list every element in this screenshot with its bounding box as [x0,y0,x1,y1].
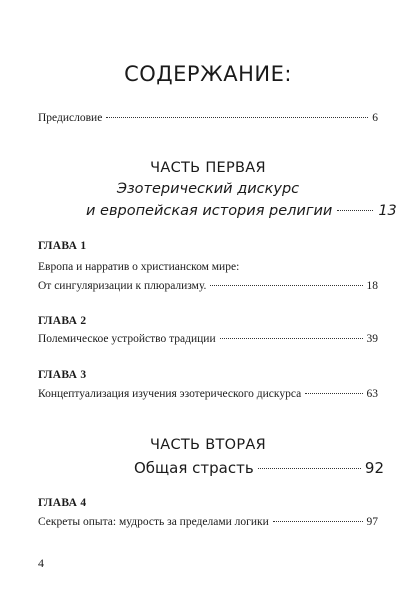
toc-entry-page: 18 [366,280,378,292]
toc-entry-label: Секреты опыта: мудрость за пределами логики [38,516,269,528]
toc-entry-label: От сингуляризации к плюрализму. [38,280,207,292]
dot-leader [220,338,363,339]
toc-entry-page: 6 [372,112,378,124]
toc-entry-chapter4[interactable] [38,516,378,528]
chapter4-heading: ГЛАВА 4 [38,497,87,509]
toc-title: СОДЕРЖАНИЕ: [124,62,292,86]
chapter1-heading: ГЛАВА 1 [38,240,87,252]
chapter3-heading: ГЛАВА 3 [38,369,87,381]
toc-entry-page: 39 [366,333,378,345]
dot-leader [106,117,368,118]
dot-leader [210,285,362,286]
toc-entry-chapter3[interactable] [38,388,378,400]
toc-entry-page: 63 [366,388,378,400]
chapter2-heading: ГЛАВА 2 [38,315,87,327]
dot-leader [305,393,362,394]
toc-entry-chapter2[interactable] [38,333,378,345]
part1-subtitle-line1: Эзотерический дискурс [116,181,300,197]
dot-leader [273,521,363,522]
toc-entry-part2[interactable] [134,459,384,477]
toc-entry-page: 97 [366,516,378,528]
dot-leader [258,468,361,469]
toc-entry-preface[interactable] [38,112,378,124]
page-number: 4 [38,556,44,570]
toc-entry-label: Полемическое устройство традиции [38,333,216,345]
toc-entry-part1[interactable] [86,203,397,219]
toc-entry-page: 92 [364,459,384,477]
toc-entry-label: Концептуализация изучения эзотерического дискурса [38,388,302,400]
part2-heading: ЧАСТЬ ВТОРАЯ [150,437,266,453]
toc-entry-chapter1[interactable] [38,280,378,292]
toc-entry-label: Предисловие [38,112,103,124]
dot-leader [337,210,373,211]
chapter1-line1: Европа и нарратив о христианском мире: [38,261,240,273]
part2-subtitle: Общая страсть [134,459,254,477]
part1-heading: ЧАСТЬ ПЕРВАЯ [150,160,266,176]
part1-subtitle-line2: и европейская история религии [86,203,333,219]
toc-entry-page: 13 [378,203,397,219]
